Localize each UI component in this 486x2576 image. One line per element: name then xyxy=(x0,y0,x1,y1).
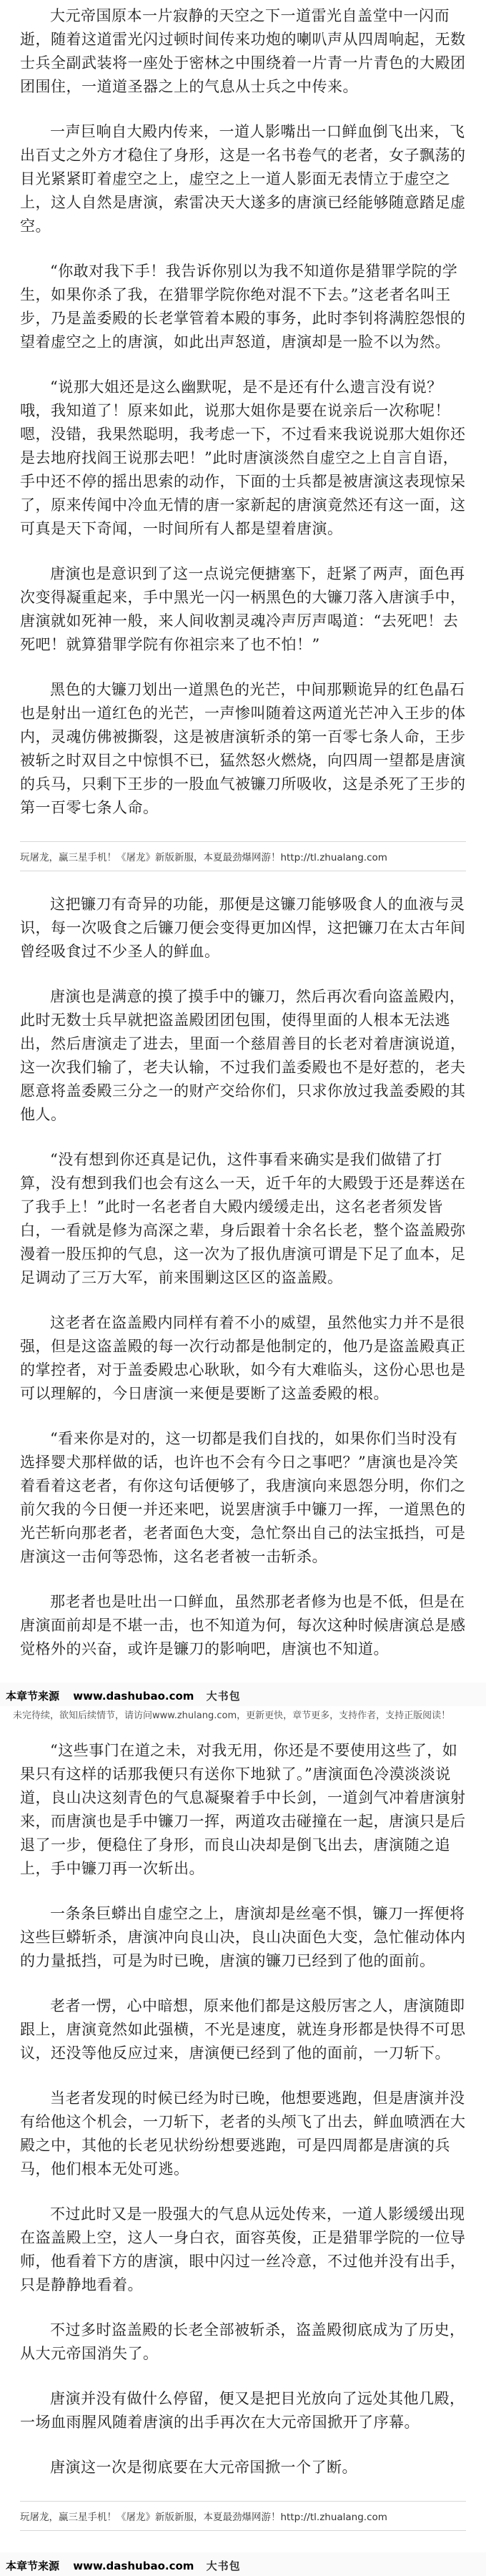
paragraph: 不过多时盗盖殿的长老全部被斩杀，盗盖殿彻底成为了历史，从大元帝国消失了。 xyxy=(20,2321,465,2362)
source-logo: 大书包 xyxy=(206,2560,241,2572)
paragraph: 一条条巨蟒出自虚空之上，唐演却是丝毫不惧，镰刀一挥便将这些巨蟒斩杀，唐演冲向良山决，良山决面色大变，急忙催动体内的力量抵挡，可是为时已晚，唐演的镰刀已经到了他的面前。 xyxy=(20,1905,466,1969)
chapter-section-1 xyxy=(20,4,466,820)
chapter-section-2 xyxy=(20,893,466,1661)
paragraph: “没有想到你还真是记仇，这件事看来确实是我们做错了打算，没有想到我们也会有这么一天，近千年的大殿毁于还是葬送在了我手上！”此时一名老者自大殿内缓缓走出，这名老者须发皆白，一看就是修为高深之辈，身后跟着十余名长老，整个盗盖殿弥漫着一股压抑的气息，这一次为了报仇唐演可谓是下足了血本，足足调动了三万大军，前来围剿这区区的盗盖殿。 xyxy=(20,1151,466,1286)
continue-notice: 未完待续，欲知后续情节，请访问www.zhulang.com，更新更快，章节更多，支持作者，支持正版阅读！ xyxy=(13,1710,451,1721)
source-label: 本章节来源 xyxy=(6,2560,60,2572)
paragraph: “这些事门在道之未，对我无用，你还是不要使用这些了，如果只有这样的话那我便只有送你下地狱了。”唐演面色冷漠淡淡说道，良山决这刻青色的气息凝聚着手中长剑，一道剑气冲着唐演射来，而唐演也是手中镰刀一挥，两道攻击碰撞在一起，唐演只是后退了一步，便稳住了身形，而良山决却是倒飞出去，唐演随之追上，手中镰刀再一次斩出。 xyxy=(20,1742,466,1877)
source-bar xyxy=(0,1683,486,1706)
paragraph: 唐演也是意识到了这一点说完便搪塞下，赶紧了两声，面色再次变得凝重起来，手中黑光一闪一柄黑色的大镰刀落入唐演手中，唐演就如死神一般，来人间收割灵魂冷声厉声喝道：“去死吧！去死吧！就算猎罪学院有你祖宗来了也不怕！” xyxy=(20,565,466,653)
paragraph: “看来你是对的，这一切都是我们自找的，如果你们当时没有选择婴犬那样做的话，也许也不会有今日之事吧？”唐演也是冷笑着看着这老者，有你这句话便够了，我唐演向来恩怨分明，你们之前欠我的今日便一并还来吧，说罢唐演手中镰刀一挥，一道黑色的光芒斩向那老者，老者面色大变，急忙祭出自己的法宝抵挡，可是唐演这一击何等恐怖，这名老者被一击斩杀。 xyxy=(20,1430,466,1565)
promo-link[interactable]: 玩屠龙，赢三星手机！《屠龙》新版新服，本夏最劲爆网游！http://tl.zhualang.com xyxy=(20,841,466,871)
source-label: 本章节来源 xyxy=(6,1690,60,1703)
promo-link-bottom[interactable]: 玩屠龙，赢三星手机！《屠龙》新版新服，本夏最劲爆网游！http://tl.zhualang.com xyxy=(20,2501,466,2531)
paragraph: 唐演并没有做什么停留，便又是把目光放向了远处其他几殿，一场血雨腥风随着唐演的出手再次在大元帝国掀开了序幕。 xyxy=(20,2390,465,2431)
paragraph: 一声巨响自大殿内传来，一道人影嘴出一口鲜血倒飞出来，飞出百丈之外方才稳住了身形，这是一名书卷气的老者，女子飘荡的目光紧紧盯着虚空之上，虚空之上一道人影面无表情立于虚空之上，这人自然是唐演，索雷决天大遂多的唐演已经能够随意踏足虚空。 xyxy=(20,123,466,235)
chapter-section-3 xyxy=(20,1739,466,2479)
paragraph: 不过此时又是一股强大的气息从远处传来，一道人影缓缓出现在盗盖殿上空，这人一身白衣，面容英俊，正是猎罪学院的一位导师，他看着下方的唐演，眼中闪过一丝冷意，不过他并没有出手，只是静静地看着。 xyxy=(20,2205,466,2293)
paragraph: 老者一愣，心中暗想，原来他们都是这般厉害之人，唐演随即跟上，唐演竟然如此强横，不光是速度，就连身形都是快得不可思议，还没等他反应过来，唐演便已经到了他的面前，一刀斩下。 xyxy=(20,1997,466,2062)
paragraph: 那老者也是吐出一口鲜血，虽然那老者修为也是不低，但是在唐演面前却是不堪一击，也不知道为何，每次这种时候唐演总是感觉格外的兴奋，或许是镰刀的影响吧，唐演也不知道。 xyxy=(20,1593,466,1657)
paragraph: 这把镰刀有奇异的功能，那便是这镰刀能够吸食人的血液与灵识，每一次吸食之后镰刀便会变得更加凶悍，这把镰刀在太古年间曾经吸食过不少圣人的鲜血。 xyxy=(20,896,466,960)
paragraph: “你敢对我下手！我告诉你别以为我不知道你是猎罪学院的学生，如果你杀了我，在猎罪学院你绝对混不下去。”这老者名叫王步，乃是盖委殿的长老掌管着本殿的事务，此时李钊将满腔怨恨的望着虚空之上的唐演，如此出声怒道，唐演却是一脸不以为然。 xyxy=(20,263,466,351)
source-bar-bottom xyxy=(0,2552,486,2576)
paragraph: 大元帝国原本一片寂静的天空之下一道雷光自盖堂中一闪而逝，随着这道雷光闪过顿时间传来功炮的喇叭声从四周响起，无数士兵全副武装将一座处于密林之中围绕着一片青一片青色的大殿团团围住，一道道圣器之上的气息从士兵之中传来。 xyxy=(20,7,466,95)
paragraph: 唐演也是满意的摸了摸手中的镰刀，然后再次看向盗盖殿内，此时无数士兵早就把盗盖殿团团包围，使得里面的人根本无法逃出，然后唐演走了进去，里面一个慈眉善目的长老对着唐演说道，这一次我们输了，老夫认输，不过我们盖委殿也不是好惹的，老夫愿意将盖委殿三分之一的财产交给你们，只求你放过我盖委殿的其他人。 xyxy=(20,988,466,1123)
chapter-content-2 xyxy=(0,1735,486,2531)
paragraph: “说那大姐还是这么幽默呢，是不是还有什么遗言没有说？哦，我知道了！原来如此，说那大姐你是要在说亲后一次称呢！嗯，没错，我果然聪明，我考虑一下，不过看来我说说那大姐你还是去地府找阎王说那去吧！”此时唐演淡然自虚空之上自言自语，手中还不停的摇出思索的动作，下面的士兵都是被唐演这表现惊呆了，原来传闻中冷血无情的唐一家新起的唐演竟然还有这一面，这可真是天下奇闻，一时间所有人都是望着唐演。 xyxy=(20,378,466,537)
paragraph: 黑色的大镰刀划出一道黑色的光芒，中间那颗诡异的红色晶石也是射出一道红色的光芒，一声惨叫随着这两道光芒冲入王步的体内，灵魂仿佛被撕裂，这是被唐演斩杀的第一百零七条人命，王步被斩之时双目之中惊惧不已，猛然怒火燃烧，向四周一望都是唐演的兵马，只剩下王步的一股血气被镰刀所吸收，这是杀死了王步的第一百零七条人命。 xyxy=(20,681,466,816)
paragraph: 这老者在盗盖殿内同样有着不小的威望，虽然他实力并不是很强，但是这盗盖殿的每一次行动都是他制定的，他乃是盗盖殿真正的掌控者，对于盖委殿忠心耿耿，如今有大难临头，这份心思也是可以理解的，今日唐演一来便是要断了这盖委殿的根。 xyxy=(20,1314,466,1402)
paragraph: 当老者发现的时候已经为时已晚，他想要逃跑，但是唐演并没有给他这个机会，一刀斩下，老者的头颅飞了出去，鲜血喷洒在大殿之中，其他的长老见状纷纷想要逃跑，可是四周都是唐演的兵马，他们根本无处可逃。 xyxy=(20,2090,466,2178)
source-site-link[interactable]: www.dashubao.com xyxy=(73,1690,194,1703)
source-site-link[interactable]: www.dashubao.com xyxy=(73,2560,194,2572)
paragraph: 唐演这一次是彻底要在大元帝国掀一个了断。 xyxy=(50,2459,357,2476)
source-logo: 大书包 xyxy=(206,1690,241,1703)
